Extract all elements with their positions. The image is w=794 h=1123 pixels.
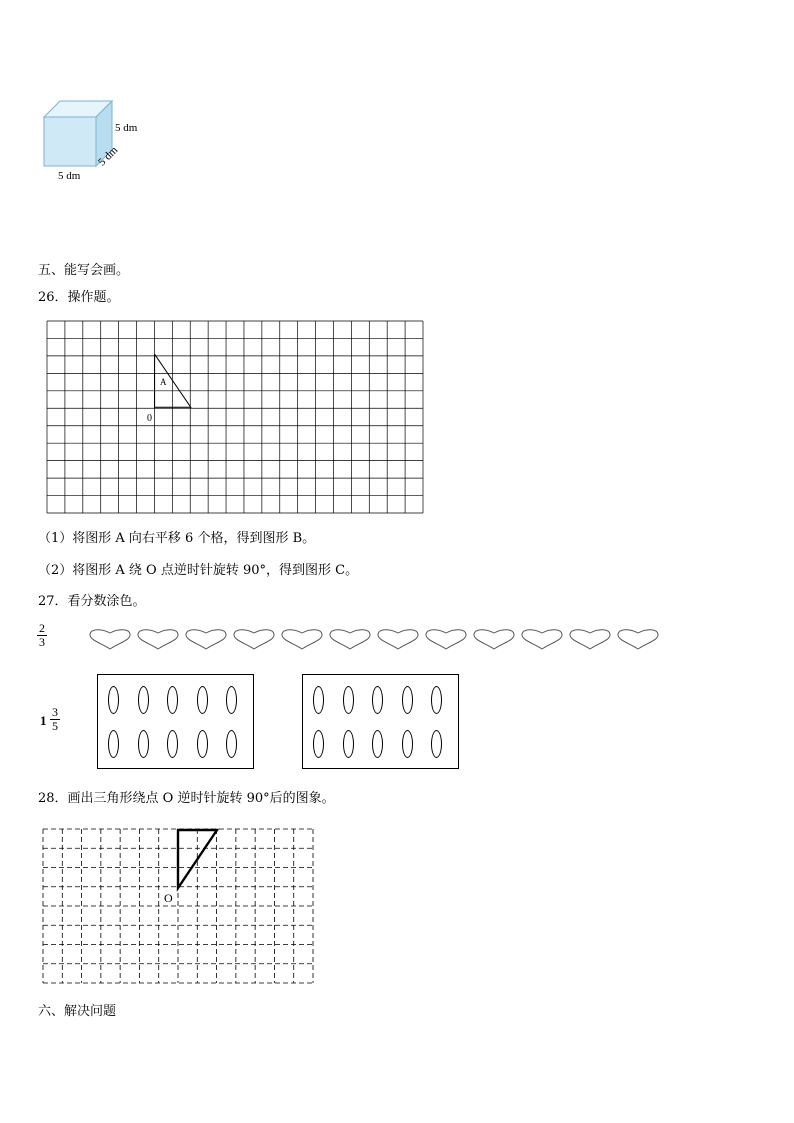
- section-six-heading: 六、解决问题: [38, 1004, 117, 1019]
- heart-shape[interactable]: [522, 630, 562, 649]
- question-26-title: 26．操作题。: [38, 290, 120, 305]
- oval-shape[interactable]: [431, 686, 442, 714]
- oval-shape[interactable]: [372, 686, 383, 714]
- q28-dashed-grid: [42, 828, 317, 986]
- cube-label-height: 5 dm: [115, 122, 138, 134]
- cube-label-depth: 5 dm: [96, 144, 121, 169]
- oval-shape[interactable]: [226, 686, 237, 714]
- fraction-two-thirds: [37, 622, 47, 649]
- oval-shape[interactable]: [167, 730, 178, 758]
- heart-shape[interactable]: [282, 630, 322, 649]
- oval-shape[interactable]: [313, 730, 324, 758]
- oval-shape[interactable]: [197, 730, 208, 758]
- oval-shape[interactable]: [343, 686, 354, 714]
- heart-shape[interactable]: [474, 630, 514, 649]
- oval-shape[interactable]: [108, 686, 119, 714]
- fraction-numerator: 3: [52, 705, 58, 719]
- oval-shape[interactable]: [402, 686, 413, 714]
- point-o-label: 0: [147, 413, 152, 424]
- oval-shape[interactable]: [431, 730, 442, 758]
- heart-shape[interactable]: [378, 630, 418, 649]
- oval-shape[interactable]: [402, 730, 413, 758]
- heart-shape[interactable]: [570, 630, 610, 649]
- heart-shape[interactable]: [330, 630, 370, 649]
- question-28-title: 28．画出三角形绕点 O 逆时针旋转 90°后的图象。: [38, 791, 335, 806]
- oval-shape[interactable]: [138, 686, 149, 714]
- point-o-label-q28: O: [164, 891, 173, 905]
- cube-drawing: [40, 100, 140, 180]
- heart-shape[interactable]: [234, 630, 274, 649]
- heart-shape[interactable]: [426, 630, 466, 649]
- q26-instruction-2: （2）将图形 A 绕 O 点逆时针旋转 90°，得到图形 C。: [38, 563, 359, 578]
- oval-shape[interactable]: [343, 730, 354, 758]
- mixed-whole: 1: [40, 713, 47, 728]
- section-five-heading: 五、能写会画。: [38, 263, 130, 278]
- oval-shape[interactable]: [167, 686, 178, 714]
- q26-grid: [46, 320, 426, 516]
- oval-shape[interactable]: [108, 730, 119, 758]
- mixed-fraction: [50, 706, 60, 733]
- oval-shape[interactable]: [313, 686, 324, 714]
- heart-shape[interactable]: [90, 630, 130, 649]
- fraction-numerator: 2: [39, 621, 45, 635]
- question-27-title: 27．看分数涂色。: [38, 594, 146, 609]
- triangle-a-label: A: [160, 377, 167, 387]
- oval-shape[interactable]: [138, 730, 149, 758]
- oval-shape[interactable]: [226, 730, 237, 758]
- hearts-row: [89, 628, 669, 652]
- heart-shape[interactable]: [186, 630, 226, 649]
- fraction-denominator: 3: [39, 635, 45, 649]
- fraction-denominator: 5: [52, 719, 58, 733]
- heart-shape[interactable]: [138, 630, 178, 649]
- oval-shape[interactable]: [372, 730, 383, 758]
- heart-shape[interactable]: [618, 630, 658, 649]
- cube-label-width: 5 dm: [58, 170, 81, 182]
- oval-shape[interactable]: [197, 686, 208, 714]
- q26-instruction-1: （1）将图形 A 向右平移 6 个格，得到图形 B。: [38, 531, 316, 546]
